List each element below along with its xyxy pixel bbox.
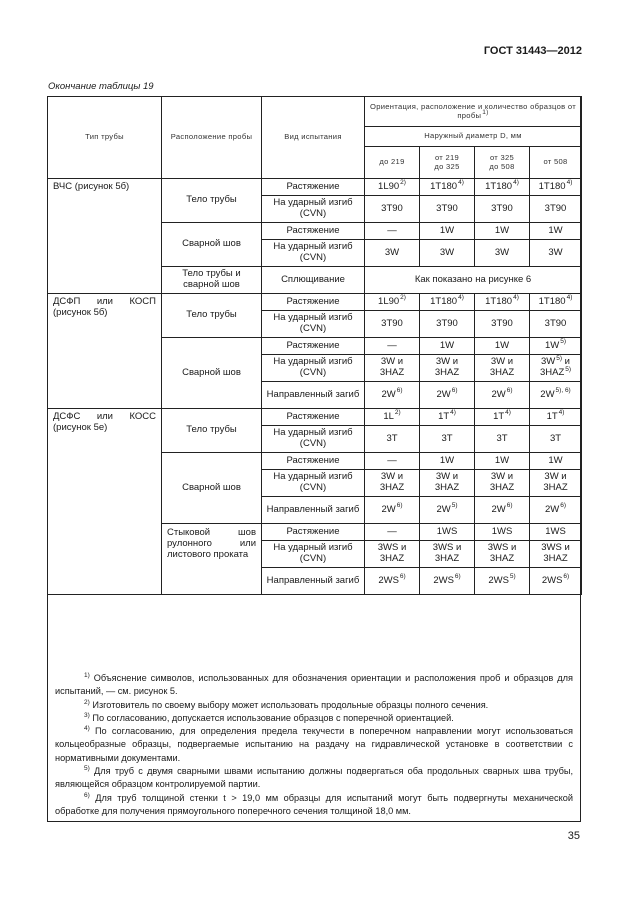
footnote-ref: 5) [509, 573, 516, 581]
cell-value: 3W и [380, 471, 404, 483]
cell-value: 3HAZ [539, 367, 565, 378]
pipe-type-line: (рисунок 5б) [53, 306, 108, 318]
footnote-ref: 6) [451, 387, 458, 395]
table-cell [420, 240, 475, 267]
footnote-ref: 4) [566, 179, 573, 187]
cell-value: 3HAZ [489, 482, 515, 493]
cell-value: 3HAZ [543, 482, 568, 493]
table-cell [475, 470, 530, 497]
table-cell [530, 240, 582, 267]
table-cell [365, 497, 420, 524]
cell-value: 2W [381, 503, 396, 515]
table-caption: Окончание таблицы 19 [48, 81, 154, 92]
table-cell [530, 568, 582, 595]
test-impact: На ударный изгиб (CVN) [262, 541, 365, 568]
col-header-location: Расположение пробы [162, 97, 262, 179]
cell-value: 1W [439, 454, 455, 466]
table-cell [365, 338, 420, 355]
cell-value: 3T90 [381, 317, 403, 329]
cell-value: 1W [548, 224, 563, 236]
footnote-ref: 2) [400, 179, 406, 187]
col-header-d3 [475, 147, 530, 179]
test-guided-bend: Направленный загиб [262, 568, 365, 595]
col-header-d1: до 219 [365, 147, 420, 179]
table-cell [420, 179, 475, 196]
cell-value: 3HAZ [434, 367, 460, 378]
test-tension: Растяжение [262, 524, 365, 541]
footnote-ref: 4) [513, 179, 519, 187]
cell-value: 3HAZ [489, 553, 515, 564]
cell-value: 1T [438, 410, 450, 422]
test-impact: На ударный изгиб (CVN) [262, 426, 365, 453]
pipe-type-dsfs [48, 409, 162, 595]
table-cell [475, 568, 530, 595]
footnote-ref: 4) [505, 409, 511, 417]
table-cell [530, 524, 582, 541]
table-cell [530, 497, 582, 524]
cell-value: 3W и [544, 471, 567, 483]
location-line: Стыковой шов [167, 527, 256, 538]
cell-value: 2W [491, 503, 506, 515]
location-body: Тело трубы [162, 294, 262, 338]
footnote-marker: 2) [84, 698, 90, 706]
cell-value: 3T [386, 432, 398, 444]
table-cell [530, 311, 582, 338]
location-body: Тело трубы [162, 179, 262, 223]
footnote [55, 712, 573, 725]
test-tension: Растяжение [262, 223, 365, 240]
table-cell [475, 355, 530, 382]
cell-value: 3T90 [491, 202, 513, 214]
cell-value: 1T180 [485, 295, 513, 307]
cell-value: 1T180 [538, 295, 566, 307]
table-cell [530, 196, 582, 223]
table-cell [365, 196, 420, 223]
test-impact: На ударный изгиб (CVN) [262, 196, 365, 223]
col-header-d2 [420, 147, 475, 179]
cell-value: 3HAZ [543, 553, 568, 564]
cell-value: 2W [540, 388, 555, 400]
footnote-ref: 5), 6) [555, 387, 571, 395]
cell-value: 3HAZ [379, 553, 405, 564]
test-tension: Растяжение [262, 338, 365, 355]
test-tension: Растяжение [262, 294, 365, 311]
cell-value: 1W [544, 339, 560, 351]
cell-value: 1W [439, 224, 455, 236]
cell-value: 1T180 [538, 180, 566, 192]
location-weld: Сварной шов [162, 338, 262, 409]
cell-value: 2W [381, 388, 396, 400]
table-cell [365, 311, 420, 338]
table-cell [475, 541, 530, 568]
pipe-type-line: (рисунок 5е) [53, 421, 108, 433]
test-tension: Растяжение [262, 409, 365, 426]
cell-value: 3W [548, 246, 563, 258]
cell-value: 3T [496, 432, 508, 444]
test-impact: На ударный изгиб (CVN) [262, 355, 365, 382]
footnote-ref: 4) [450, 409, 456, 417]
cell-value: 1T [493, 410, 505, 422]
table-cell [365, 294, 420, 311]
footnote-text: Для труб толщиной стенки t > 19,0 мм образцы для испытаний могут быть подвергнуты механической обработке для получения прямоугольного поперечного сечения толщиной 18,0 мм. [55, 792, 573, 816]
cell-value: 3W и [435, 356, 459, 368]
footnote-text: Изготовитель по своему выбору может использовать продольные образцы полного сечения. [92, 699, 489, 710]
cell-value: 3W и [490, 356, 514, 368]
table-cell [365, 524, 420, 541]
cell-value: 1WS [436, 525, 458, 537]
footnote-ref: 6) [560, 502, 567, 510]
cell-value: 1WS [545, 525, 566, 537]
cell-value: 3T90 [436, 317, 458, 329]
cell-value: 3WS и [377, 542, 407, 554]
flattening-value: Как показано на рисунке 6 [365, 267, 582, 294]
location-body-and-weld: Тело трубы и сварной шов [162, 267, 262, 294]
cell-value: — [387, 339, 397, 351]
table-cell [365, 568, 420, 595]
location-line: листового проката [167, 548, 249, 560]
cell-value: 3W и [380, 356, 404, 368]
table-cell [365, 382, 420, 409]
footnote-ref: 6) [506, 502, 513, 510]
table-cell [475, 426, 530, 453]
cell-value: — [387, 454, 397, 466]
table-cell [420, 196, 475, 223]
table-cell [420, 541, 475, 568]
footnote [55, 672, 573, 699]
table-cell [420, 355, 475, 382]
footnote-ref: 5) [556, 354, 563, 362]
cell-value: 3W и [490, 471, 514, 483]
cell-value: 3T90 [381, 202, 403, 214]
cell-value: 3WS и [541, 542, 570, 554]
cell-value: 3W [541, 356, 556, 368]
table-cell [365, 426, 420, 453]
test-flattening: Сплющивание [262, 267, 365, 294]
cell-value: — [387, 525, 397, 537]
cell-value: 3W и [435, 471, 459, 483]
cell-value: 2W [544, 503, 560, 515]
table-cell [420, 409, 475, 426]
cell-value: 1WS [491, 525, 513, 537]
footnote [55, 699, 573, 712]
pipe-type-line: ДСФС или КОСС [53, 411, 156, 422]
table-cell [365, 223, 420, 240]
pipe-type-dsfp [48, 294, 162, 409]
cell-value: 1T180 [430, 295, 458, 307]
table-cell [475, 382, 530, 409]
orientation-text: Ориентация, расположение и количество образцов от пробы [370, 101, 576, 120]
footnote-marker: 5) [84, 765, 90, 773]
table-cell [365, 409, 420, 426]
cell-value: 3HAZ [434, 482, 460, 493]
table-cell [475, 453, 530, 470]
cell-value: 1T [546, 410, 558, 422]
cell-value: 1L90 [378, 180, 400, 192]
cell-value: 2W [491, 388, 506, 400]
cell-value: 3W [384, 246, 400, 258]
table-cell [475, 223, 530, 240]
cell-value: 2WS [433, 574, 454, 586]
page-number: 35 [567, 830, 580, 842]
footnote-text: Для труб с двумя сварными швами испытанию должны подвергаться оба продольных сварных шва трубы, являющейся образцом контролируемой партии. [55, 766, 573, 790]
specimen-table [47, 96, 582, 595]
table-cell [530, 294, 582, 311]
table-cell [475, 497, 530, 524]
table-cell [475, 311, 530, 338]
cell-value: — [387, 224, 397, 236]
table-cell [365, 179, 420, 196]
d2-from: от 219 [434, 152, 460, 162]
col-header-orientation [365, 97, 582, 127]
table-cell [420, 497, 475, 524]
cell-value: 3T [441, 432, 453, 444]
location-line: рулонного или [167, 537, 256, 549]
cell-value: 2W [436, 388, 451, 400]
cell-value: 3T90 [491, 317, 513, 329]
footnote-ref: 6) [396, 502, 403, 510]
test-tension: Растяжение [262, 179, 365, 196]
location-body: Тело трубы [162, 409, 262, 453]
table-cell [420, 426, 475, 453]
d3-to: до 508 [489, 161, 515, 171]
footnote-ref: 6) [506, 387, 513, 395]
footnote-ref: 5) [560, 338, 567, 346]
footnote-ref: 5) [565, 365, 572, 373]
col-header-pipe-type: Тип трубы [48, 97, 162, 179]
footnote-text: По согласованию, допускается использование образцов с поперечной ориентацией. [92, 712, 454, 723]
cell-value: 3T90 [544, 202, 567, 214]
cell-value: 3WS и [487, 542, 517, 554]
footnote-ref: 6) [396, 387, 403, 395]
cell-value: 1W [494, 339, 510, 351]
test-impact: На ударный изгиб (CVN) [262, 470, 365, 497]
cell-value: 1T180 [485, 180, 513, 192]
cell-value: 1L90 [378, 295, 400, 307]
table-cell [475, 240, 530, 267]
cell-value: 3HAZ [379, 367, 405, 378]
cell-value: 3HAZ [489, 367, 515, 378]
table-cell [420, 470, 475, 497]
footnote-marker: 6) [84, 791, 90, 799]
cell-value: 3W [494, 246, 510, 258]
footnote [55, 765, 573, 792]
footnote-ref: 6) [563, 573, 570, 581]
cell-value: 1W [494, 224, 510, 236]
footnote-marker: 4) [84, 725, 90, 733]
cell-value: 2W [436, 503, 451, 515]
cell-value: 3T [549, 432, 562, 444]
table-cell [530, 179, 582, 196]
cell-value: 1L [383, 410, 394, 422]
table-cell [530, 426, 582, 453]
table-cell [475, 524, 530, 541]
cell-value: 1T180 [430, 180, 458, 192]
col-header-d4: от 508 [530, 147, 582, 179]
table-footnotes [47, 662, 581, 822]
cell-value: 3HAZ [434, 553, 460, 564]
table-cell [530, 453, 582, 470]
table-cell [365, 355, 420, 382]
footnote-text: Объяснение символов, использованных для обозначения ориентации и расположения проб и образцов для испытаний, — см. рисунок 5. [55, 673, 573, 697]
footnote-ref: 4) [566, 294, 573, 302]
table-cell [530, 541, 582, 568]
pipe-type-vchs: ВЧС (рисунок 5б) [48, 179, 162, 294]
cell-value: 2WS [488, 574, 509, 586]
table-cell [420, 294, 475, 311]
footnote [55, 792, 573, 819]
col-header-test-kind: Вид испытания [262, 97, 365, 179]
table-cell [530, 223, 582, 240]
cell-value: 2WS [378, 574, 399, 586]
test-impact: На ударный изгиб (CVN) [262, 311, 365, 338]
table-cell [475, 196, 530, 223]
table-cell [475, 179, 530, 196]
footnote [55, 725, 573, 765]
footnote-ref: 5) [451, 502, 458, 510]
cell-value: 3HAZ [379, 482, 405, 493]
d3-from: от 325 [489, 152, 515, 162]
table-cell [420, 338, 475, 355]
table-cell [365, 453, 420, 470]
footnote-ref: 4) [458, 294, 464, 302]
col-header-diameter: Наружный диаметр D, мм [365, 127, 582, 147]
table-cell [530, 382, 582, 409]
test-guided-bend: Направленный загиб [262, 497, 365, 524]
footnote-ref: 2) [400, 294, 406, 302]
test-guided-bend: Направленный загиб [262, 382, 365, 409]
table-cell [420, 524, 475, 541]
footnote-marker: 1) [84, 671, 90, 679]
location-weld: Сварной шов [162, 453, 262, 524]
table-cell [420, 223, 475, 240]
d2-to: до 325 [434, 161, 460, 171]
table-cell [420, 568, 475, 595]
footnote-ref: 6) [454, 573, 461, 581]
table-cell [530, 355, 582, 382]
table-cell [475, 294, 530, 311]
table-cell [475, 338, 530, 355]
footnote-text: По согласованию, для определения предела текучести в поперечном направлении могут использоваться кольцеобразные образцы, подвергаемые испытанию на раздачу на гидравлической установке в соответствии с нормативными документами. [55, 726, 573, 763]
table-cell [365, 240, 420, 267]
cell-value: 3T90 [544, 317, 567, 329]
location-weld: Сварной шов [162, 223, 262, 267]
pipe-type-line: ДСФП или КОСП [53, 296, 156, 307]
table-cell [475, 409, 530, 426]
cell-value: и [562, 356, 570, 368]
cell-value: 1W [548, 454, 563, 466]
table-cell [530, 409, 582, 426]
table-cell [420, 311, 475, 338]
footnote-ref: 4) [458, 179, 464, 187]
table-cell [530, 470, 582, 497]
table-cell [420, 382, 475, 409]
cell-value: 2WS [541, 574, 563, 586]
cell-value: 3WS и [432, 542, 462, 554]
cell-value: 3W [439, 246, 455, 258]
table-cell [530, 338, 582, 355]
footnote-ref: 6) [399, 573, 406, 581]
footnote-ref: 4) [513, 294, 519, 302]
cell-value: 1W [439, 339, 455, 351]
test-impact: На ударный изгиб (CVN) [262, 240, 365, 267]
table-cell [365, 470, 420, 497]
cell-value: 3T90 [436, 202, 458, 214]
footnote-marker: 3) [84, 711, 90, 719]
location-strip-weld [162, 524, 262, 595]
footnote-ref: 1) [482, 108, 489, 116]
footnote-ref: 2) [394, 409, 401, 417]
footnote-ref: 4) [558, 409, 565, 417]
test-tension: Растяжение [262, 453, 365, 470]
table-cell [420, 453, 475, 470]
standard-designation: ГОСТ 31443—2012 [483, 45, 582, 57]
table-cell [365, 541, 420, 568]
cell-value: 1W [494, 454, 510, 466]
